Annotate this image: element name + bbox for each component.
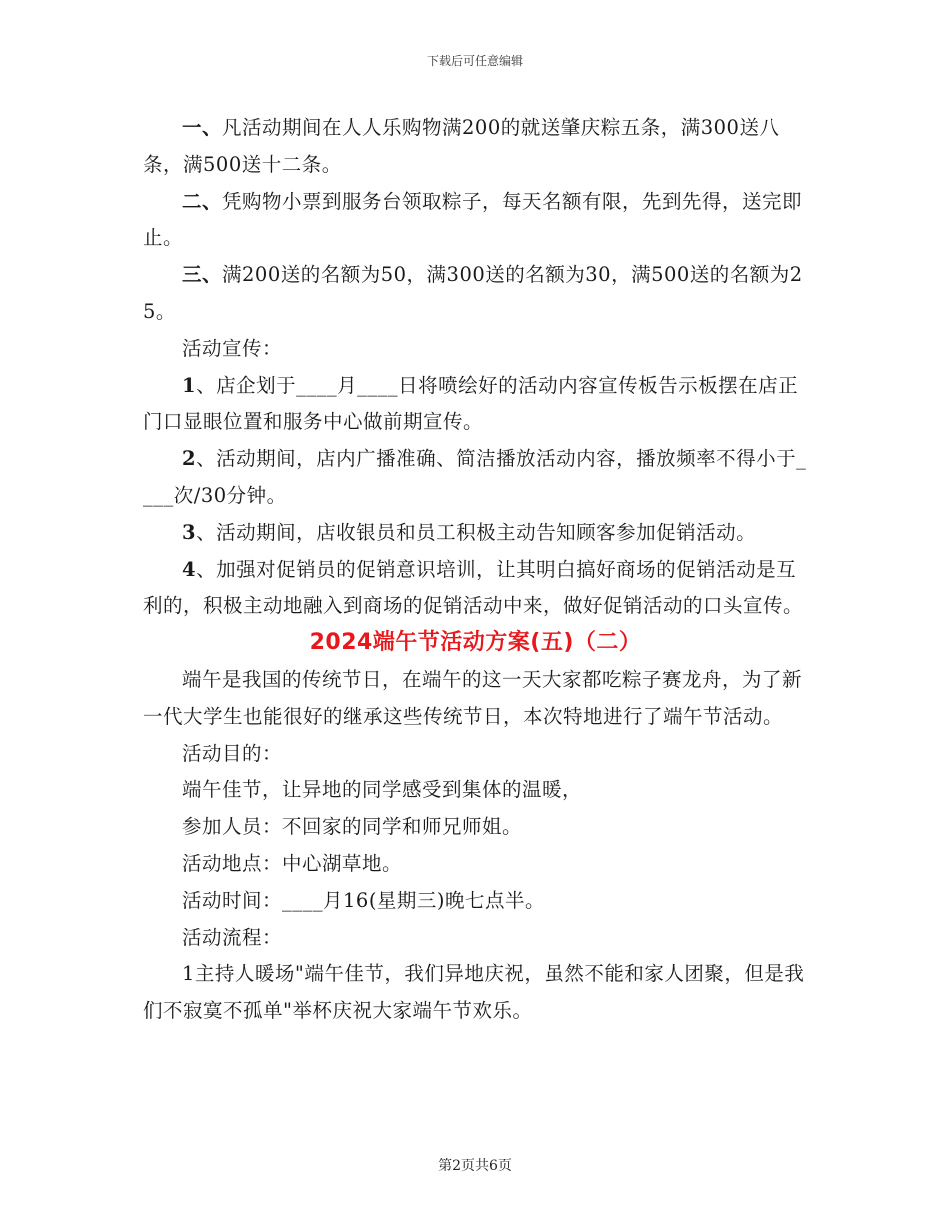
paragraph-prefix: 3 xyxy=(182,520,197,544)
body-paragraph xyxy=(143,441,808,515)
body-paragraph: 参加人员：不回家的同学和师兄师姐。 xyxy=(182,815,523,839)
body-paragraph: 活动地点：中心湖草地。 xyxy=(182,851,403,875)
paragraph-text: 、活动期间，店内广播准确、简洁播放活动内容，播放频率不得小于____次/30分钟。 xyxy=(143,447,807,507)
body-paragraph xyxy=(143,552,808,626)
body-paragraph: 活动流程： xyxy=(182,925,283,949)
paragraph-prefix: 4 xyxy=(182,557,197,581)
paragraph-prefix: 一、 xyxy=(182,116,223,139)
paragraph-prefix: 二、 xyxy=(182,189,223,213)
body-paragraph: 端午佳节，让异地的同学感受到集体的温暖， xyxy=(182,778,583,802)
paragraph-text: 活动宣传： xyxy=(182,336,283,360)
paragraph-prefix: 2 xyxy=(182,447,197,471)
document-body xyxy=(143,110,808,1030)
paragraph-text: 凡活动期间在人人乐购物满200的就送肇庆粽五条，满300送八条，满500送十二条。 xyxy=(143,116,780,176)
body-paragraph xyxy=(143,368,808,442)
body-paragraph: 活动时间：____月16(星期三)晚七点半。 xyxy=(182,888,546,912)
body-paragraph xyxy=(143,257,808,331)
body-paragraph xyxy=(143,331,808,368)
paragraph-prefix: 三、 xyxy=(182,263,223,287)
body-paragraph xyxy=(143,515,808,552)
body-paragraph: 活动目的： xyxy=(182,741,283,765)
paragraph-text: 满200送的名额为50，满300送的名额为30，满500送的名额为25。 xyxy=(143,263,803,323)
section-title: 2024端午节活动方案(五)（二） xyxy=(309,630,642,656)
paragraph-text: 、加强对促销员的促销意识培训，让其明白搞好商场的促销活动是互利的，积极主动地融入到商场的促销活动中来，做好促销活动的口头宣传。 xyxy=(143,557,804,618)
body-paragraph: 1主持人暖场"端午佳节，我们异地庆祝，虽然不能和家人团聚，但是我们不寂寞不孤单"举杯庆祝大家端午节欢乐。 xyxy=(143,962,805,1023)
paragraph-prefix: 1 xyxy=(182,373,197,397)
body-paragraph: 端午是我国的传统节日，在端午的这一天大家都吃粽子赛龙舟，为了新一代大学生也能很好的继承这些传统节日，本次特地进行了端午节活动。 xyxy=(143,667,803,728)
paragraph-text: 凭购物小票到服务台领取粽子，每天名额有限，先到先得，送完即止。 xyxy=(143,189,803,250)
paragraph-text: 、活动期间，店收银员和员工积极主动告知顾客参加促销活动。 xyxy=(196,520,757,544)
page-footer: 第2页共6页 xyxy=(438,1158,512,1174)
page-header: 下载后可任意编辑 xyxy=(426,54,523,68)
body-paragraph xyxy=(143,110,808,184)
paragraph-text: 、店企划于____月____日将喷绘好的活动内容宣传板告示板摆在店正门口显眼位置和服务中心做前期宣传。 xyxy=(143,373,799,434)
body-paragraph xyxy=(143,184,808,258)
